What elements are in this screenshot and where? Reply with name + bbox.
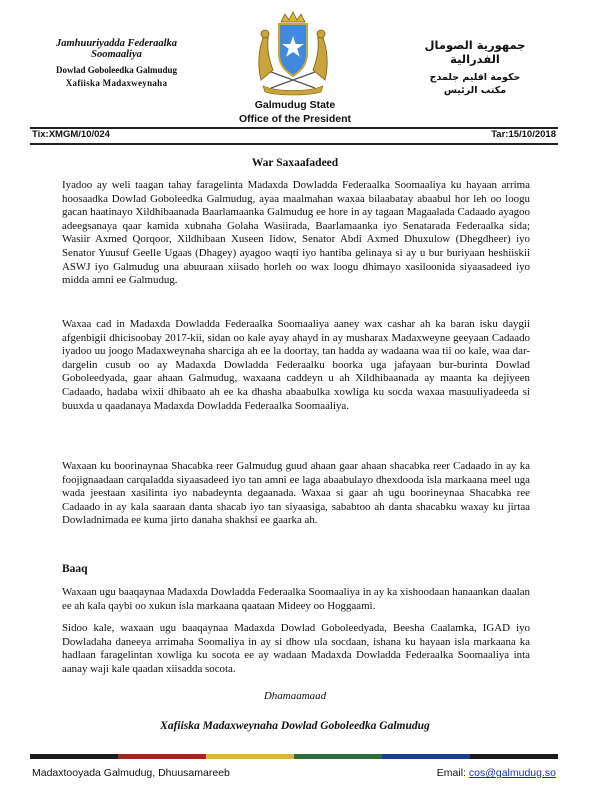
header-rule-bottom [30,143,558,145]
footer-stripe [118,754,206,759]
baaq-heading: Baaq [62,563,88,575]
federal-republic-name: Jamhuuriyadda Federaalka Soomaaliya [55,38,178,60]
state-government-name: Dowlad Goboleedka Galmudug [55,65,178,75]
federal-republic-name-arabic: جمهورية الصومال الفدرالية [424,38,526,66]
letterhead-right-arabic [400,38,550,96]
email-label: Email: [436,767,469,779]
email-link[interactable]: cos@galmudug.so [468,767,556,779]
body-paragraph-1 [62,179,530,288]
footer-address: Madaxtooyada Galmudug, Dhuusamareeb [32,767,230,779]
coat-of-arms-emblem [253,10,333,96]
paragraph-text: Sidoo kale, waxaan ugu baaqaynaa Madaxda Dowlad Goboleedyada, Beesha Caalamka, IGAD iyo Dowladaha daneeya arrimaha Soomaliya in ay si dhow ula socdaan, ishana ku hayaan isla markaana ka hadlaan faragelintan xowliga ku socota ee ay wadaan Madaxda Dowladda Federaalka Soomaaliya inta aanay waji kale qaadan xiisadda socota. [62,622,530,675]
office-of-president: Office of the President [238,113,352,125]
body-paragraph-3 [62,460,530,528]
letterhead-left [34,38,199,88]
footer-stripe [470,754,558,759]
office-name-somali: Xafiiska Madaxweynaha [65,78,168,88]
body-paragraph-2 [62,318,530,413]
baaq-paragraph-2 [62,622,530,676]
footer-color-bar [30,754,558,759]
document-title: War Saxaafadeed [251,157,339,169]
footer-stripe [30,754,118,759]
closing-word: Dhamaamaad [263,690,327,702]
footer-stripe [206,754,294,759]
state-government-name-arabic: حكومة اقليم جلمدج [429,72,521,83]
state-name: Galmudug State [254,99,336,111]
reference-number: Tix:XMGM/10/024 [32,129,110,140]
footer-stripe [294,754,382,759]
office-name-arabic: مكتب الرئيس [443,85,507,96]
paragraph-text: Iyadoo ay weli taagan tahay faragelinta Madaxda Dowladda Federaalka Soomaaliya ku hayaan arrima hoosaadka Dowlad Goboleedka Galmudug, ayaa maalmahan waxaa bilaabatay abaabul hor leh oo loogu gacan haatinayo Xildhibaanada Baarlamaanka Galmudug ee hore in ay tagaan Magaalada Cadaado ayagoo adeegsanaya qaar kamida xubnaha Golaha Wasiirada, Baarlamaanka iyo Senatarada Federaalka sida; Wasiir Axmed Qorqoor, Xildhibaan Xuseen Iidow, Senator Abdi Axmed Dhuxulow (Dhegdheer) iyo Senator Yuusuf Geelle Ugaas (Dhagey) ayagoo waqti iyo hantiba gelinaya si ay u bur buriyaan heshiiskii ASWJ iyo Galmudug una abuuraan xiisado horleh oo wax loogu dhimayo xasiloonida siyaasadeed iyo midda amni ee Galmudug. [62,179,530,287]
footer-stripe [382,754,470,759]
paragraph-text: Waxaan ugu baaqaynaa Madaxda Dowladda Federaalka Soomaaliya in ay ka xishoodaan hanaankan daalan ee ah kala qaybi oo xukun isla markaana qaataan Mideey oo Hoggaami. [62,586,530,612]
document-date: Tar:15/10/2018 [491,129,556,140]
signature-line: Xafiiska Madaxweynaha Dowlad Goboleedka Galmudug [160,720,430,732]
footer-contact [437,767,556,779]
paragraph-text: Waxaa cad in Madaxda Dowladda Federaalka Soomaaliya aaney wax cashar ah ka baran isku daygii afgenbigii dhicisoobay 2017-kii, sidan oo kale ayay ahayd in ay musharax Madaxweyne geeyaan Cadaado iyadoo uu joogo Madaxweynaha sharciga ah ee la doortay, tan hadda ay wadaana waa tii oo kale, waa dar-dargelin cusub oo ay Madaxda Dowladda Federaalku boorka uga jafayaan bur-burinta Dowlad Goboleedyada, gaar ahaan Galmudug, waxaana caddeyn u ah Xildhibaanada ay maanta ka dejiyeen Cadaado, hadaba wixii dhibaato ah ee ka dhasha abaabulka xowliga ku socda waxaa masuuliyadeeda si buuxda u qaadanaya Madaxda Dowladda Federaalka Soomaaliya. [62,318,530,412]
baaq-paragraph-1 [62,586,530,613]
paragraph-text: Waxaan ku boorinaynaa Shacabka reer Galmudug guud ahaan gaar ahaan shacabka reer Cadaado in ay ka foojignaadaan carqaladda siyaasadeed iyo tan amni ee laga abaabulayo dhexdooda isla markaana meel uga wada jeestaan xasilinta iyo nabadeynta degaanada. Waxaa si gaar ah ugu boorineynaa Shacabka ree Cadaado in ay kala saaraan danta shacab iyo tan siyaasiga, sababtoo ah danta shacabku waxay ku jirtaa Dowladnimada ee kuma jirto danaha shakhsi ee gaarka ah. [62,460,530,527]
